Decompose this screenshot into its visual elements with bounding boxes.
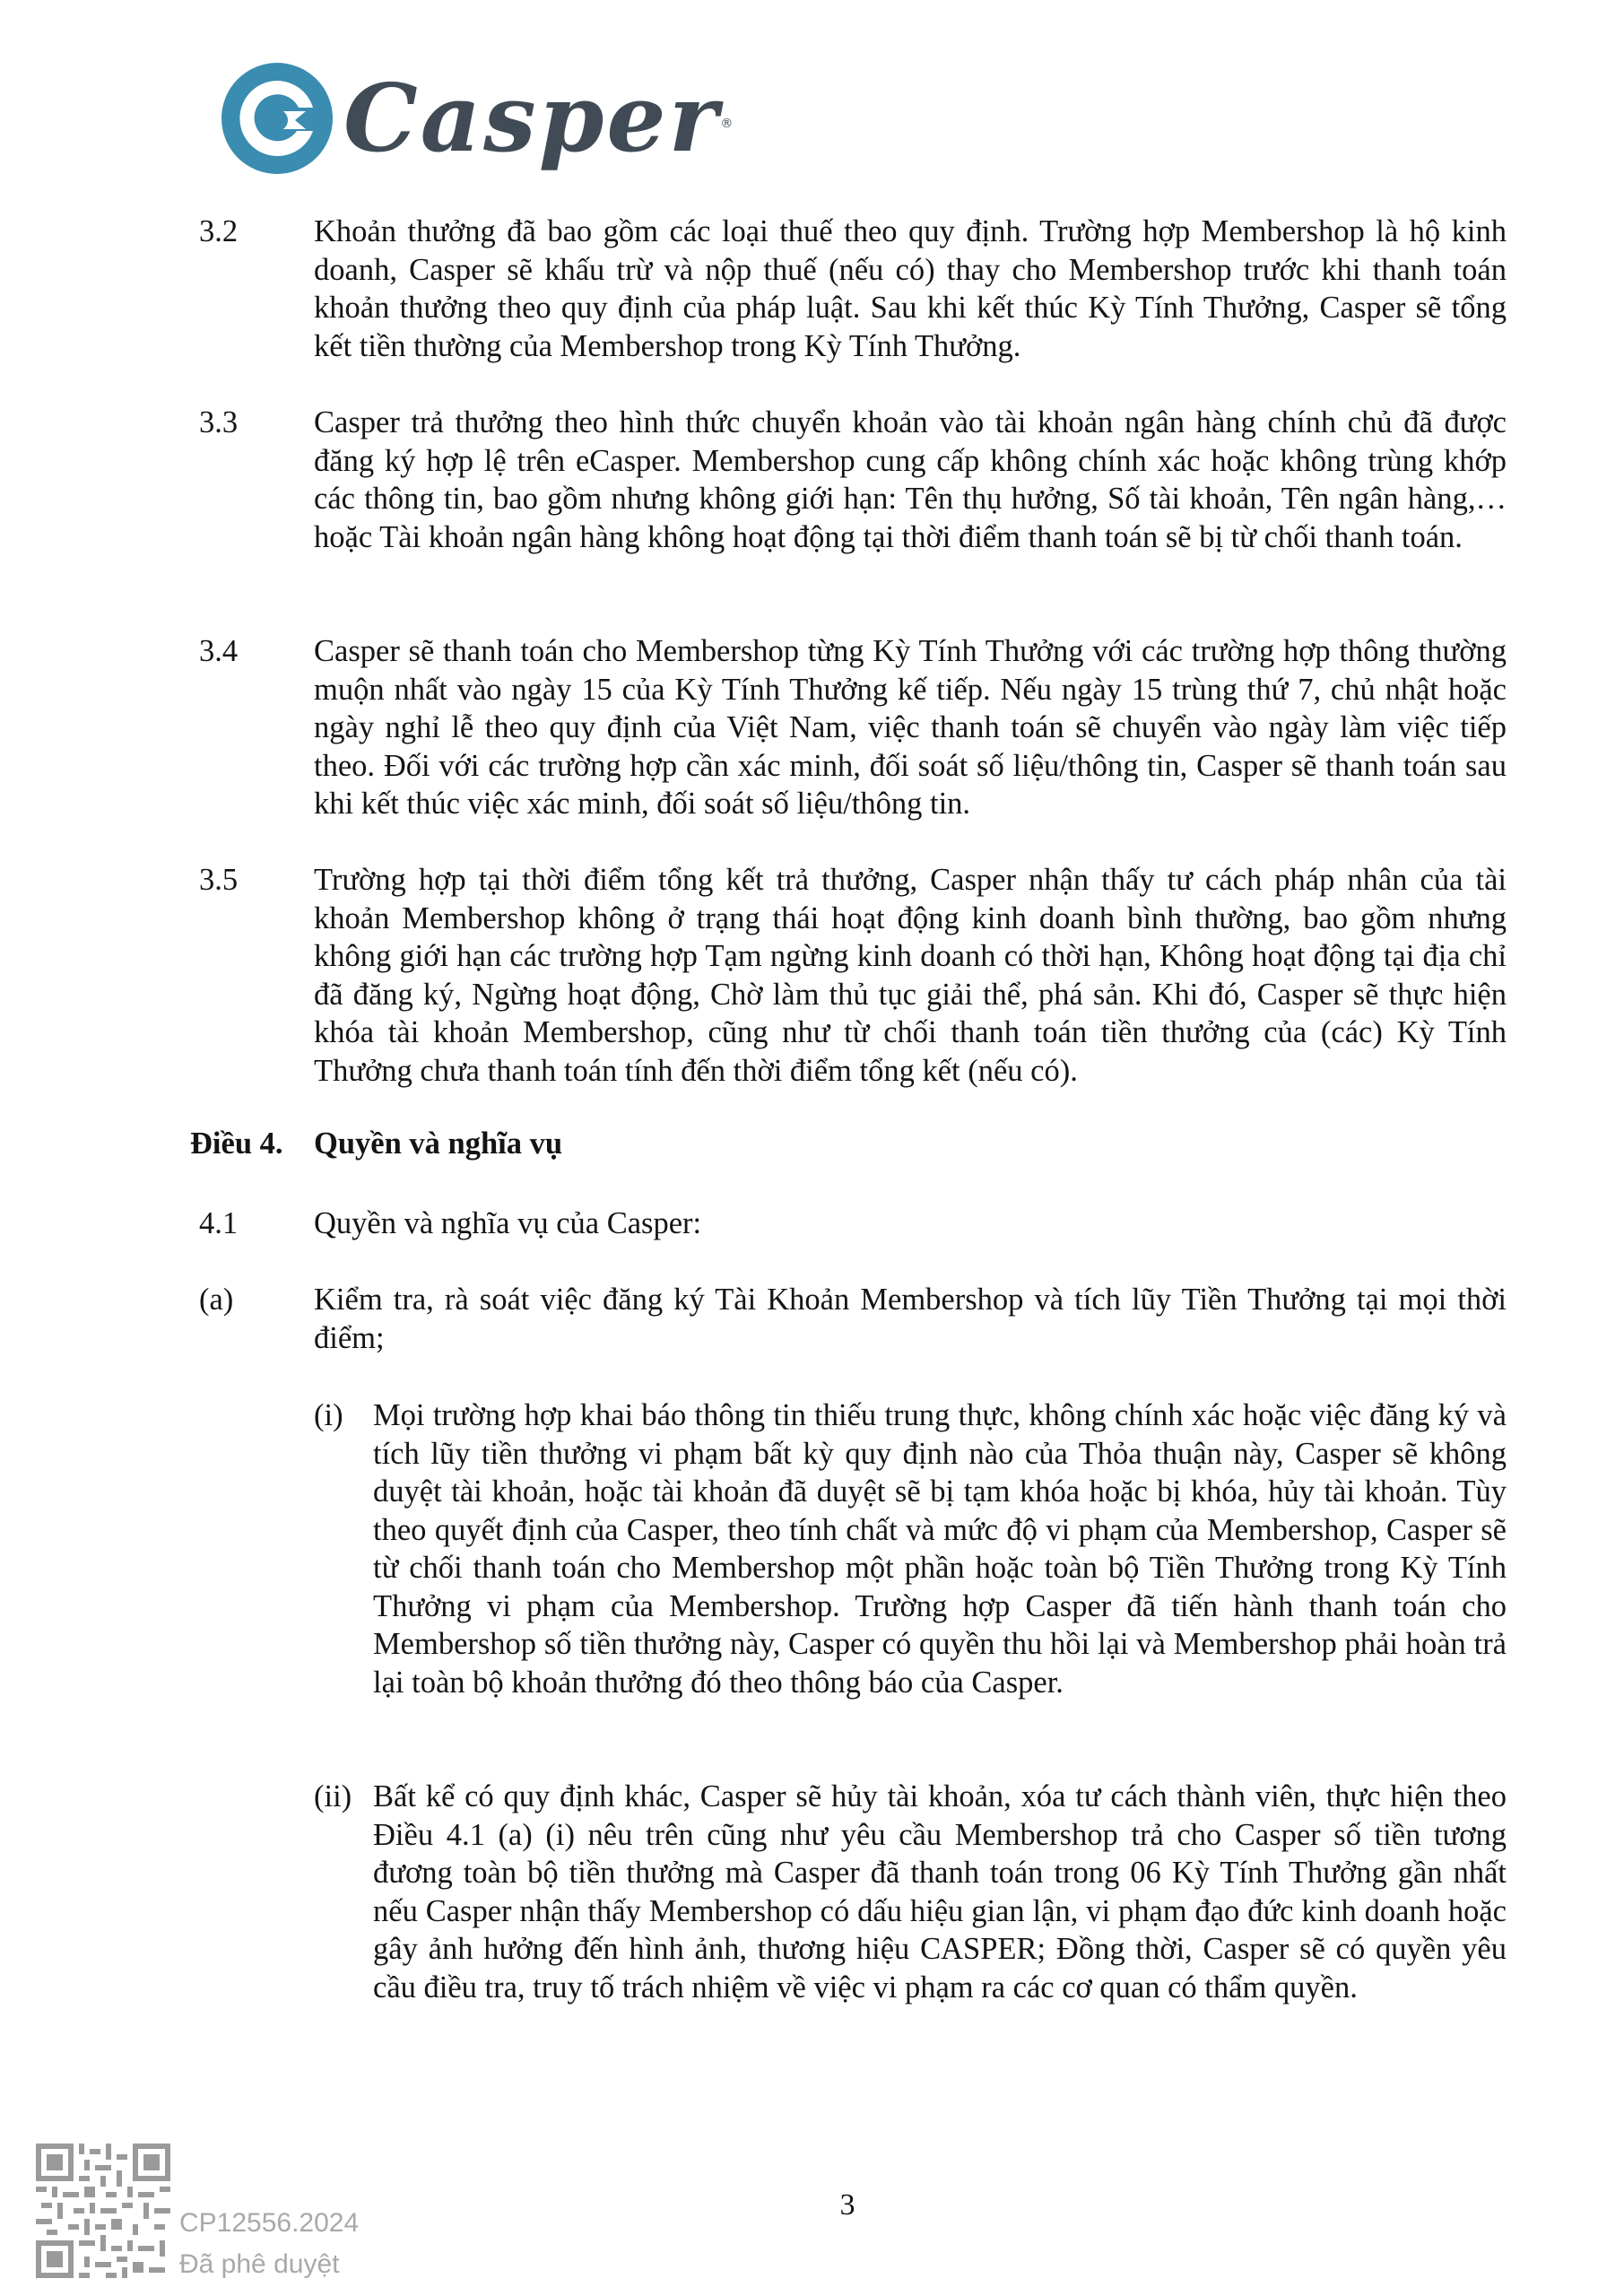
clause-4-1-a-ii bbox=[314, 1778, 1507, 2006]
clause-3-4 bbox=[199, 632, 1507, 823]
clause-4-1-a bbox=[199, 1281, 1507, 1357]
clause-number: 3.5 bbox=[199, 863, 239, 897]
casper-logo bbox=[220, 61, 733, 176]
clause-4-1 bbox=[199, 1205, 1507, 1243]
clause-number: (i) bbox=[314, 1398, 343, 1432]
clause-text: Casper trả thưởng theo hình thức chuyển khoản vào tài khoản ngân hàng chính chủ đã được đăng ký hợp lệ trên eCasper. Membershop cung cấp không chính xác hoặc không trùng khớp các thông tin, bao gồm nhưng không giới hạn: Tên thụ hưởng, Số tài khoản, Tên ngân hàng,… hoặc Tài khoản ngân hàng không hoạt động tại thời điểm thanh toán sẽ bị từ chối thanh toán. bbox=[314, 405, 1507, 554]
brand-name: Casper bbox=[343, 63, 721, 173]
clause-text: Kiểm tra, rà soát việc đăng ký Tài Khoản Membershop và tích lũy Tiền Thưởng tại mọi thời điểm; bbox=[314, 1283, 1507, 1355]
clause-3-5 bbox=[199, 861, 1507, 1090]
clause-3-3 bbox=[199, 404, 1507, 556]
clause-text: Bất kể có quy định khác, Casper sẽ hủy tài khoản, xóa tư cách thành viên, thực hiện theo Điều 4.1 (a) (i) nêu trên cũng như yêu cầu Membershop trả cho Casper số tiền tương đương toàn bộ tiền thưởng mà Casper đã thanh toán trong 06 Kỳ Tính Thưởng gần nhất nếu Casper nhận thấy Membershop có dấu hiệu gian lận, vi phạm đạo đức kinh doanh hoặc gây ảnh hưởng đến hình ảnh, thương hiệu CASPER; Đồng thời, Casper sẽ có quyền yêu cầu điều tra, truy tố trách nhiệm về việc vi phạm ra các cơ quan có thẩm quyền. bbox=[373, 1779, 1507, 2005]
clause-4-1-a-i bbox=[314, 1396, 1507, 1701]
clause-number: (a) bbox=[199, 1283, 234, 1317]
approval-status: Đã phê duyệt bbox=[179, 2249, 340, 2279]
clause-3-2 bbox=[199, 213, 1507, 365]
article-label: Điều 4. bbox=[190, 1126, 283, 1161]
page-number: 3 bbox=[839, 2188, 855, 2222]
clause-text: Quyền và nghĩa vụ của Casper: bbox=[314, 1206, 702, 1240]
casper-swirl-logo-icon bbox=[220, 61, 334, 176]
clause-number: (ii) bbox=[314, 1779, 352, 1813]
clause-number: 4.1 bbox=[199, 1206, 239, 1240]
clause-number: 3.3 bbox=[199, 405, 239, 439]
clause-number: 3.2 bbox=[199, 214, 239, 248]
clause-text: Trường hợp tại thời điểm tổng kết trả thưởng, Casper nhận thấy tư cách pháp nhân của tài khoản Membershop không ở trạng thái hoạt động kinh doanh bình thường, bao gồm nhưng không giới hạn các trường hợp Tạm ngừng kinh doanh có thời hạn, Không hoạt động tại địa chỉ đã đăng ký, Ngừng hoạt động, Chờ làm thủ tục giải thể, phá sản. Khi đó, Casper sẽ thực hiện khóa tài khoản Membershop, cũng như từ chối thanh toán tiền thưởng của (các) Kỳ Tính Thưởng chưa thanh toán tính đến thời điểm tổng kết (nếu có). bbox=[314, 863, 1507, 1088]
article-title: Quyền và nghĩa vụ bbox=[314, 1126, 563, 1161]
clause-number: 3.4 bbox=[199, 634, 239, 668]
qr-code-icon bbox=[36, 2144, 170, 2278]
clause-text: Mọi trường hợp khai báo thông tin thiếu trung thực, không chính xác hoặc việc đăng ký và tích lũy tiền thưởng vi phạm bất kỳ quy định nào của Thỏa thuận này, Casper sẽ không duyệt tài khoản, hoặc tài khoản đã duyệt sẽ bị tạm khóa hoặc bị khóa, hủy tài khoản. Tùy theo quyết định của Casper, theo tính chất và mức độ vi phạm của Membershop, Casper sẽ từ chối thanh toán cho Membershop một phần hoặc toàn bộ Tiền Thưởng trong Kỳ Tính Thưởng vi phạm của Membershop. Trường hợp Casper đã tiến hành thanh toán cho Membershop số tiền thưởng này, Casper có quyền thu hồi lại và Membershop phải hoàn trả lại toàn bộ khoản thưởng đó theo thông báo của Casper. bbox=[373, 1398, 1507, 1700]
document-code: CP12556.2024 bbox=[179, 2208, 360, 2238]
registered-mark: ® bbox=[720, 117, 734, 131]
clause-text: Khoản thưởng đã bao gồm các loại thuế theo quy định. Trường hợp Membershop là hộ kinh doanh, Casper sẽ khấu trừ và nộp thuế (nếu có) thay cho Membershop trước khi thanh toán khoản thưởng theo quy định của pháp luật. Sau khi kết thúc Kỳ Tính Thưởng, Casper sẽ tổng kết tiền thường của Membershop trong Kỳ Tính Thưởng. bbox=[314, 214, 1507, 363]
clause-text: Casper sẽ thanh toán cho Membershop từng Kỳ Tính Thưởng với các trường hợp thông thường muộn nhất vào ngày 15 của Kỳ Tính Thưởng kế tiếp. Nếu ngày 15 trùng thứ 7, chủ nhật hoặc ngày nghỉ lễ theo quy định của Việt Nam, việc thanh toán sẽ chuyển vào ngày làm việc tiếp theo. Đối với các trường hợp cần xác minh, đối soát số liệu/thông tin, Casper sẽ thanh toán sau khi kết thúc việc xác minh, đối soát số liệu/thông tin. bbox=[314, 634, 1507, 821]
